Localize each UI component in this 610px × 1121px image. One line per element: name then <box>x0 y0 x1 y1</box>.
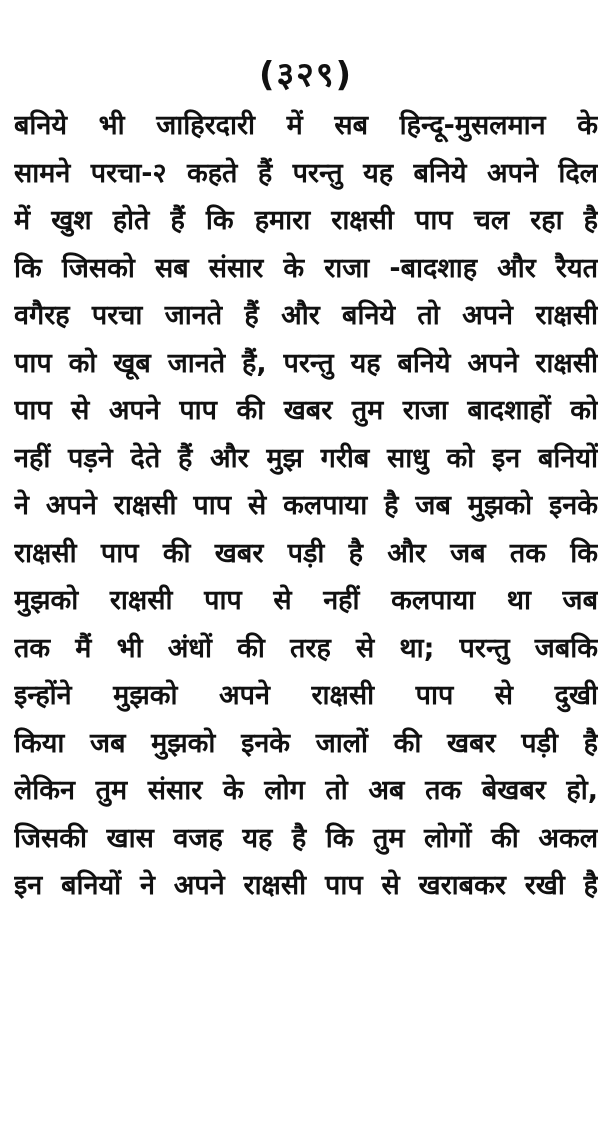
text-line: राक्षसी पाप की खबर पड़ी है और जब तक कि <box>14 537 598 569</box>
text-line: नहीं पड़ने देते हैं और मुझ गरीब साधु को इन बनियों <box>14 442 598 474</box>
body-text <box>14 102 598 910</box>
text-line: वगैरह परचा जानते हैं और बनिये तो अपने राक्षसी <box>14 300 598 331</box>
text-line: इन बनियों ने अपने राक्षसी पाप से खराबकर रखी है <box>14 870 598 901</box>
text-line: जिसकी खास वजह यह है कि तुम लोगों की अकल <box>14 822 598 854</box>
text-line: पाप से अपने पाप की खबर तुम राजा बादशाहों को <box>14 395 598 426</box>
text-line: में खुश होते हैं कि हमारा राक्षसी पाप चल रहा है <box>14 205 598 236</box>
text-line: किया जब मुझको इनके जालों की खबर पड़ी है <box>14 727 598 759</box>
text-line: लेकिन तुम संसार के लोग तो अब तक बेखबर हो, <box>14 775 598 806</box>
text-line: पाप को खूब जानते हैं, परन्तु यह बनिये अपने राक्षसी <box>14 347 598 379</box>
text-line: ने अपने राक्षसी पाप से कलपाया है जब मुझको इनके <box>14 490 598 521</box>
text-line: बनिये भी जाहिरदारी में सब हिन्दू-मुसलमान के <box>14 110 598 141</box>
text-line: मुझको राक्षसी पाप से नहीं कलपाया था जब <box>14 585 598 616</box>
text-line: तक मैं भी अंधों की तरह से था; परन्तु जबकि <box>14 632 598 664</box>
text-line: इन्होंने मुझको अपने राक्षसी पाप से दुखी <box>14 680 598 711</box>
text-line: कि जिसको सब संसार के राजा -बादशाह और रैयत <box>14 252 598 284</box>
page-number: (३२९) <box>258 55 354 95</box>
text-line: सामने परचा-२ कहते हैं परन्तु यह बनिये अपने दिल <box>14 157 598 189</box>
